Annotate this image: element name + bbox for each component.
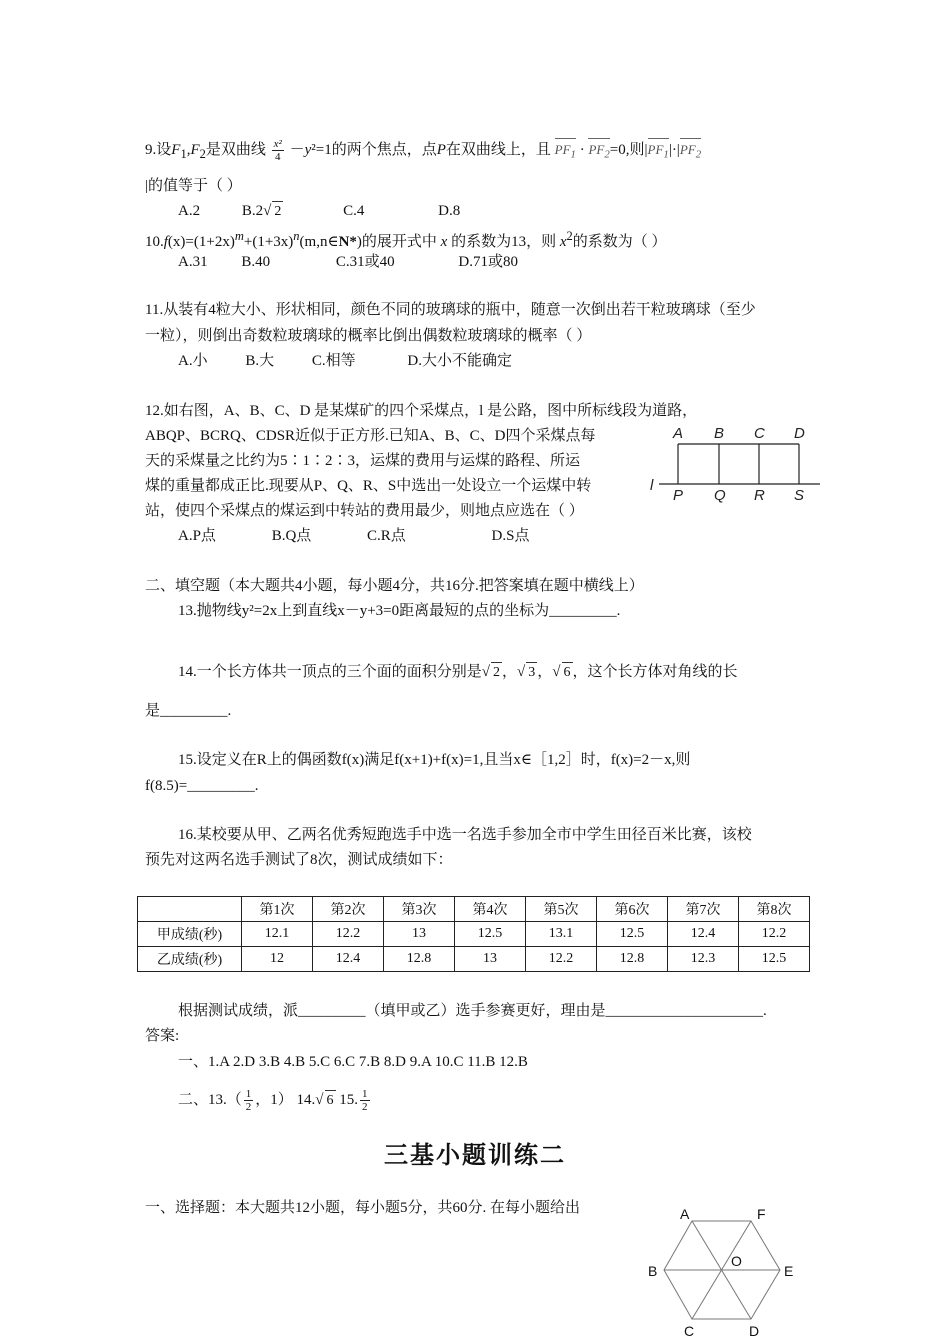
q9-options: A.2 B.2√ 2 C.4 D.8 (178, 201, 460, 222)
q14-line1: 14.一个长方体共一顶点的三个面的面积分别是√ 2 ，√ 3 ，√ 6 ，这个长方体对角线的长 (178, 662, 738, 683)
hex-label-e: E (784, 1263, 794, 1279)
table-cell: 12.1 (242, 922, 313, 947)
q12-line5: 站，使四个采煤点的煤运到中转站的费用最少，则地点应选在（ ） (145, 503, 584, 519)
q11-line1: 11.从装有4粒大小、形状相同，颜色不同的玻璃球的瓶中，随意一次倒出若干粒玻璃球（至少 (145, 302, 756, 318)
section-title: 三基小题训练二 (384, 1141, 566, 1169)
point-label-p: P (673, 487, 684, 504)
table-header-cell: 第2次 (313, 897, 384, 922)
table-header-cell: 第7次 (668, 897, 739, 922)
hex-label-a: A (680, 1206, 690, 1222)
point-label-r: R (754, 487, 765, 504)
hex-label-o: O (731, 1253, 742, 1269)
q11-options: A.小 B.大 C.相等 D.大小不能确定 (178, 353, 512, 369)
point-label-a: A (673, 425, 684, 442)
q16-line1: 16.某校要从甲、乙两名优秀短跑选手中选一名选手参加全市中学生田径百米比赛，该校 (178, 827, 752, 843)
q10-line1: $10.f(x)=(1+2x)^m+(1+3x)^n(m,n\in N*)$的展开式中 x 的系数为13，则 $x^2$的系数为（ ） (145, 229, 667, 250)
point-label-q: Q (714, 487, 726, 504)
table-header-cell (138, 897, 242, 922)
hex-label-f: F (757, 1206, 766, 1222)
point-label-s: S (794, 487, 805, 504)
table-cell: 12 (242, 947, 313, 972)
road-diagram (645, 420, 825, 510)
q9-line1: 9.设$F_1,F_2$是双曲线 $\frac{\text{x²}}{4}$ －y²=1的两个焦点，点P在双曲线上，且 $PF_1 \cdot PF_2=0$,则$|PF_1|\cdot|PF_2$ (145, 138, 702, 164)
hex-label-c: C (684, 1323, 695, 1339)
answers-label: 答案: (145, 1028, 180, 1044)
point-label-c: C (754, 425, 765, 442)
table-row (138, 947, 810, 972)
table-cell: 12.8 (384, 947, 455, 972)
hex-label-b: B (648, 1263, 658, 1279)
table-cell: 12.2 (526, 947, 597, 972)
road-label-l: l (650, 477, 654, 494)
table-cell: 13 (455, 947, 526, 972)
point-label-b: B (714, 425, 725, 442)
q13-text: 13.抛物线y²=2x上到直线x－y+3=0距离最短的点的坐标为_________. (178, 603, 621, 619)
table-cell: 12.3 (668, 947, 739, 972)
q14-line2: 是_________. (145, 703, 232, 719)
q12-line3: 天的采煤量之比约为5∶1∶2∶3，运煤的费用与运煤的路程、所运 (145, 453, 581, 469)
next-section-text: 一、选择题：本大题共12小题，每小题5分，共60分. 在每小题给出 (145, 1200, 581, 1216)
table-header-cell: 第3次 (384, 897, 455, 922)
table-cell: 13 (384, 922, 455, 947)
q12-line1: 12.如右图，A、B、C、D 是某煤矿的四个采煤点，l 是公路，图中所标线段为道路， (145, 403, 698, 419)
table-header-row (138, 897, 810, 922)
hexagon-diagram (640, 1200, 810, 1340)
section2-heading: 二、填空题（本大题共4小题，每小题4分，共16分.把答案填在题中横线上） (145, 578, 644, 594)
table-header-cell: 第1次 (242, 897, 313, 922)
score-table (137, 896, 810, 972)
q9-line2: |的值等于（ ） (145, 178, 242, 194)
table-cell: 12.2 (739, 922, 810, 947)
table-cell: 12.5 (597, 922, 668, 947)
table-cell: 12.2 (313, 922, 384, 947)
table-cell: 12.4 (313, 947, 384, 972)
q15-line1: 15.设定义在R上的偶函数f(x)满足f(x+1)+f(x)=1,且当x∈［1,2］时，f(x)=2－x,则 (178, 752, 691, 768)
hex-label-d: D (749, 1323, 760, 1339)
q16-line2: 预先对这两名选手测试了8次，测试成绩如下： (145, 852, 453, 868)
q15-line2: f(8.5)=_________. (145, 778, 259, 794)
point-label-d: D (794, 425, 805, 442)
answers-line2: 二、13.（ $\frac{1}{2}$ ，1） 14.√ 6 15. $\frac{1}{2}$ (178, 1088, 368, 1113)
q11-line2: 一粒），则倒出奇数粒玻璃球的概率比倒出偶数粒玻璃球的概率（ ） (145, 328, 592, 344)
table-cell: 12.8 (597, 947, 668, 972)
table-header-cell: 第4次 (455, 897, 526, 922)
table-header-cell: 第8次 (739, 897, 810, 922)
q10-options: A.31 B.40 C.31或40 D.71或80 (178, 254, 518, 270)
q12-options: A.P点 B.Q点 C.R点 D.S点 (178, 528, 530, 544)
q9-fraction: $\frac{\text{x²}}{4}$ (273, 138, 282, 164)
table-cell: 12.5 (739, 947, 810, 972)
q12-line2: ABQP、BCRQ、CDSR近似于正方形.已知A、B、C、D四个采煤点每 (145, 428, 596, 444)
table-header-cell: 第5次 (526, 897, 597, 922)
table-cell: 12.5 (455, 922, 526, 947)
q12-line4: 煤的重量都成正比.现要从P、Q、R、S中选出一处设立一个运煤中转 (145, 478, 592, 494)
table-header-cell: 第6次 (597, 897, 668, 922)
table-row (138, 922, 810, 947)
table-cell: 13.1 (526, 922, 597, 947)
q16-after: 根据测试成绩，派_________（填甲或乙）选手参赛更好，理由是_____________________. (178, 1003, 767, 1019)
table-cell: 甲成绩(秒) (138, 922, 242, 947)
table-cell: 乙成绩(秒) (138, 947, 242, 972)
answers-line1: 一、1.A 2.D 3.B 4.B 5.C 6.C 7.B 8.D 9.A 10.C 11.B 12.B (178, 1054, 528, 1070)
table-cell: 12.4 (668, 922, 739, 947)
